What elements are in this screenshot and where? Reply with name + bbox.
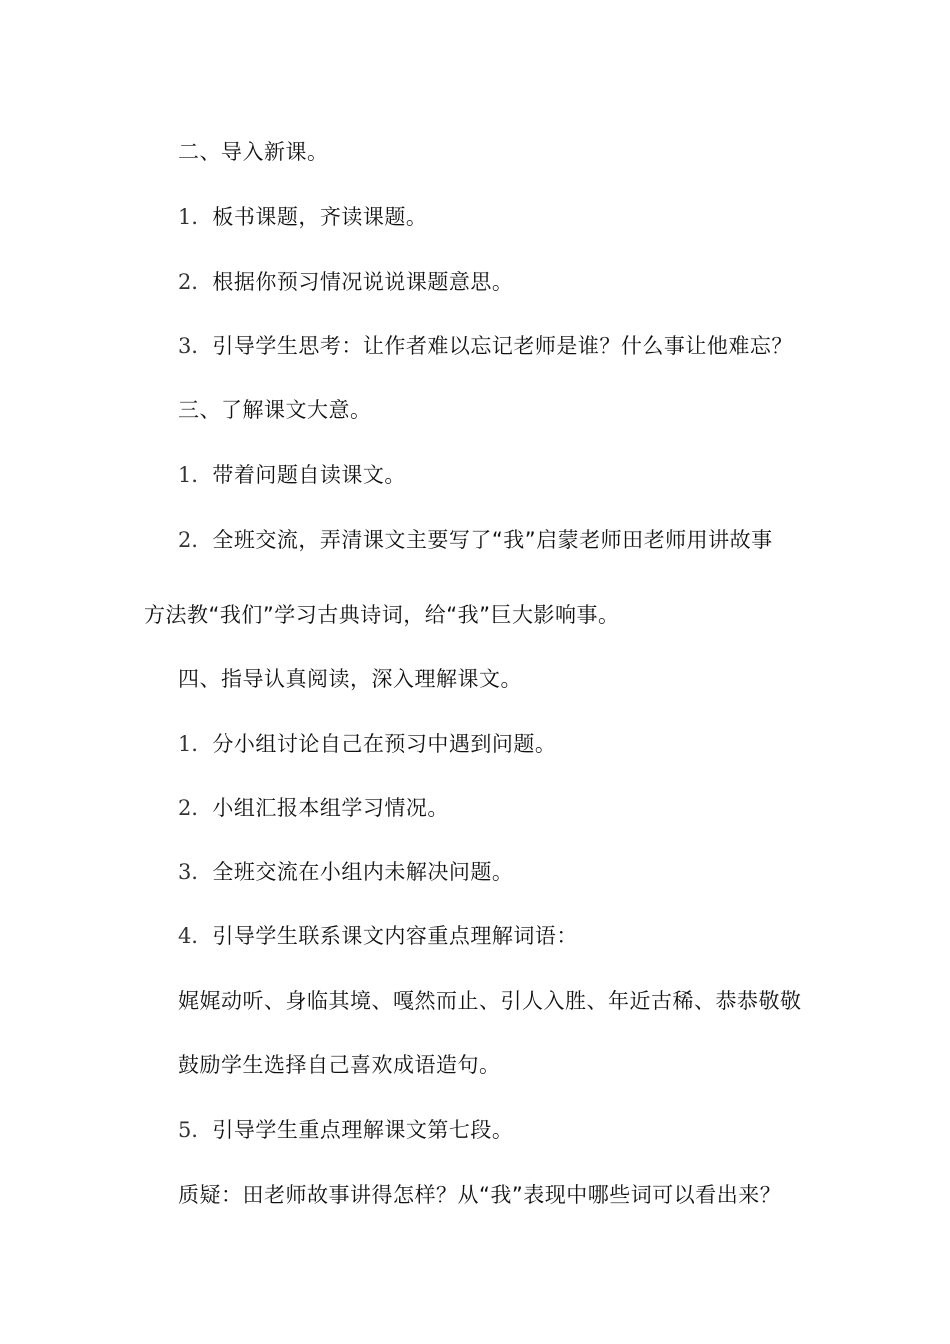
item-number: 5． (178, 1118, 213, 1142)
question-paragraph (178, 1181, 781, 1209)
item-number: 2． (178, 796, 213, 820)
list-item (178, 526, 773, 554)
section-heading-3 (178, 396, 372, 424)
item-number: 2． (178, 270, 213, 294)
item-text: 引导学生联系课文内容重点理解词语： (212, 924, 578, 948)
list-item (178, 268, 513, 296)
list-item (178, 203, 427, 231)
item-number: 2． (178, 528, 213, 552)
item-number: 3． (178, 334, 213, 358)
list-item (178, 922, 578, 950)
item-text: 小组汇报本组学习情况。 (212, 796, 449, 820)
heading-text: 三、了解课文大意。 (178, 398, 372, 422)
item-text: 分小组讨论自己在预习中遇到问题。 (212, 732, 557, 756)
list-item (178, 858, 513, 886)
list-item (178, 461, 406, 489)
vocabulary-task (178, 1051, 501, 1079)
list-item (178, 332, 793, 360)
item-text: 娓娓动听、身临其境、嘎然而止、引人入胜、年近古稀、恭恭敬敬 (178, 989, 802, 1013)
section-heading-4 (178, 665, 522, 693)
section-heading-2 (178, 138, 329, 166)
item-text: 鼓励学生选择自己喜欢成语造句。 (178, 1053, 501, 1077)
item-number: 1． (178, 732, 213, 756)
list-item (178, 1116, 513, 1144)
heading-text: 四、指导认真阅读，深入理解课文。 (178, 667, 522, 691)
item-number: 4． (178, 924, 213, 948)
list-item (178, 794, 449, 822)
heading-text: 二、导入新课。 (178, 140, 329, 164)
vocabulary-words (178, 987, 802, 1015)
item-text: 全班交流在小组内未解决问题。 (212, 860, 514, 884)
item-number: 3． (178, 860, 213, 884)
item-number: 1． (178, 463, 213, 487)
item-text: 引导学生重点理解课文第七段。 (212, 1118, 514, 1142)
item-text: 引导学生思考：让作者难以忘记老师是谁？什么事让他难忘？ (212, 334, 793, 358)
item-text: 全班交流，弄清课文主要写了“我”启蒙老师田老师用讲故事 (212, 528, 773, 552)
item-text: 方法教“我们”学习古典诗词，给“我”巨大影响事。 (144, 603, 620, 627)
item-text: 带着问题自读课文。 (212, 463, 406, 487)
item-text: 质疑：田老师故事讲得怎样？从“我”表现中哪些词可以看出来？ (178, 1183, 782, 1207)
item-number: 1． (178, 205, 213, 229)
item-text: 根据你预习情况说说课题意思。 (212, 270, 514, 294)
list-item-continuation (144, 601, 620, 629)
item-text: 板书课题，齐读课题。 (212, 205, 428, 229)
list-item (178, 730, 556, 758)
